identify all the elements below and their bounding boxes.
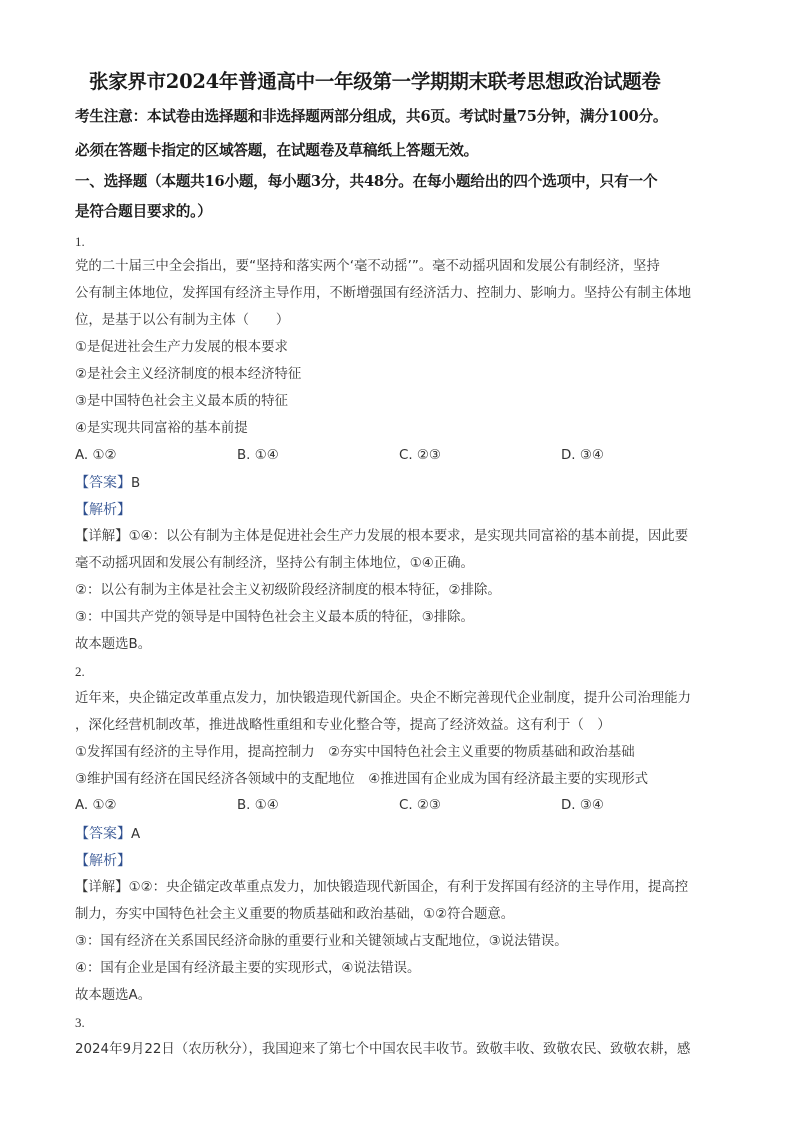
question-1-statement-1: ①是促进社会生产力发展的根本要求	[75, 340, 288, 355]
question-1-detail-line-2: 毫不动摇巩固和发展公有制经济，坚持公有制主体地位，①④正确。	[75, 556, 474, 571]
notice-line-2: 必须在答题卡指定的区域答题，在试题卷及草稿纸上答题无效。	[75, 142, 479, 159]
answer-tag: 【答案】	[75, 826, 131, 842]
section-heading-line-1: 一、选择题（本题共16小题，每小题3分，共48分。在每小题给出的四个选项中，只有一个	[75, 173, 658, 190]
question-1-number: 1.	[75, 234, 85, 249]
question-1-stem-line-2: 公有制主体地位，发挥国有经济主导作用，不断增强国有经济活力、控制力、影响力。坚持公有制主体地	[75, 286, 691, 301]
question-2-option-a: A. ①②	[75, 798, 117, 813]
question-2-number: 2.	[75, 664, 85, 679]
question-1-statement-4: ④是实现共同富裕的基本前提	[75, 421, 248, 436]
question-2-option-b: B. ①④	[237, 798, 279, 813]
question-1-stem-line-3: 位，是基于以公有制为主体（ ）	[75, 313, 290, 328]
section-heading-line-2: 是符合题目要求的。）	[75, 203, 212, 220]
question-2-options	[75, 798, 725, 816]
question-1-statement-3: ③是中国特色社会主义最本质的特征	[75, 394, 288, 409]
question-2-stem-line-3: ①发挥国有经济的主导作用，提高控制力 ②夯实中国特色社会主义重要的物质基础和政治基础	[75, 745, 635, 760]
question-1-detail-line-4: ③：中国共产党的领导是中国特色社会主义最本质的特征，③排除。	[75, 610, 474, 625]
question-1-option-d: D. ③④	[561, 448, 604, 463]
question-1-statement-2: ②是社会主义经济制度的根本经济特征	[75, 367, 302, 382]
question-2-stem-line-1: 近年来，央企锚定改革重点发力，加快锻造现代新国企。央企不断完善现代企业制度，提升公司治理能力	[75, 691, 691, 706]
question-2-option-c: C. ②③	[399, 798, 441, 813]
question-1-stem-line-1: 党的二十届三中全会指出，要“坚持和落实两个‘毫不动摇’”。毫不动摇巩固和发展公有制经济，坚持	[75, 259, 660, 274]
question-3-number: 3.	[75, 1015, 85, 1030]
exam-title: 张家界市2024年普通高中一年级第一学期期末联考思想政治试题卷	[89, 70, 661, 93]
analysis-tag: 【解析】	[75, 502, 131, 518]
question-1-options	[75, 448, 725, 466]
question-2-analysis-tag	[75, 852, 131, 871]
question-2-option-d: D. ③④	[561, 798, 604, 813]
question-3-stem-line-1: 2024年9月22日（农历秋分），我国迎来了第七个中国农民丰收节。致敬丰收、致敬农民、致敬农耕，感	[75, 1042, 691, 1057]
question-1-option-b: B. ①④	[237, 448, 279, 463]
detail-tag: 【详解】	[75, 529, 129, 544]
question-2-conclusion: 故本题选A。	[75, 988, 152, 1003]
question-1-detail-line-1	[75, 528, 688, 546]
answer-tag: 【答案】	[75, 475, 131, 491]
question-2-detail-line-2: 制力，夯实中国特色社会主义重要的物质基础和政治基础，①②符合题意。	[75, 907, 515, 922]
question-1-option-a: A. ①②	[75, 448, 117, 463]
detail-text: ①②：央企锚定改革重点发力，加快锻造现代新国企，有利于发挥国有经济的主导作用，提高控	[128, 880, 689, 895]
question-1-detail-line-3: ②：以公有制为主体是社会主义初级阶段经济制度的根本特征，②排除。	[75, 583, 501, 598]
question-2-detail-line-3: ③：国有经济在关系国民经济命脉的重要行业和关键领域占支配地位，③说法错误。	[75, 934, 568, 949]
question-1-conclusion: 故本题选B。	[75, 637, 152, 652]
question-1-analysis-tag	[75, 501, 131, 520]
detail-text: ①④：以公有制为主体是促进社会生产力发展的根本要求，是实现共同富裕的基本前提，因此要	[128, 529, 689, 544]
question-2-stem-line-4: ③维护国有经济在国民经济各领域中的支配地位 ④推进国有企业成为国有经济最主要的实现形式	[75, 772, 649, 787]
question-2-stem-line-2: ，深化经营机制改革，推进战略性重组和专业化整合等，提高了经济效益。这有利于（ ）	[75, 718, 611, 733]
question-2-detail-line-4: ④：国有企业是国有经济最主要的实现形式，④说法错误。	[75, 961, 421, 976]
detail-tag: 【详解】	[75, 880, 129, 895]
question-1-option-c: C. ②③	[399, 448, 441, 463]
analysis-tag: 【解析】	[75, 853, 131, 869]
notice-line-1: 考生注意：本试卷由选择题和非选择题两部分组成，共6页。考试时量75分钟，满分100分。	[75, 108, 668, 125]
question-2-answer	[75, 825, 140, 844]
question-1-answer	[75, 474, 140, 493]
question-2-detail-line-1	[75, 879, 688, 897]
answer-value: B	[131, 476, 141, 491]
answer-value: A	[131, 827, 141, 842]
